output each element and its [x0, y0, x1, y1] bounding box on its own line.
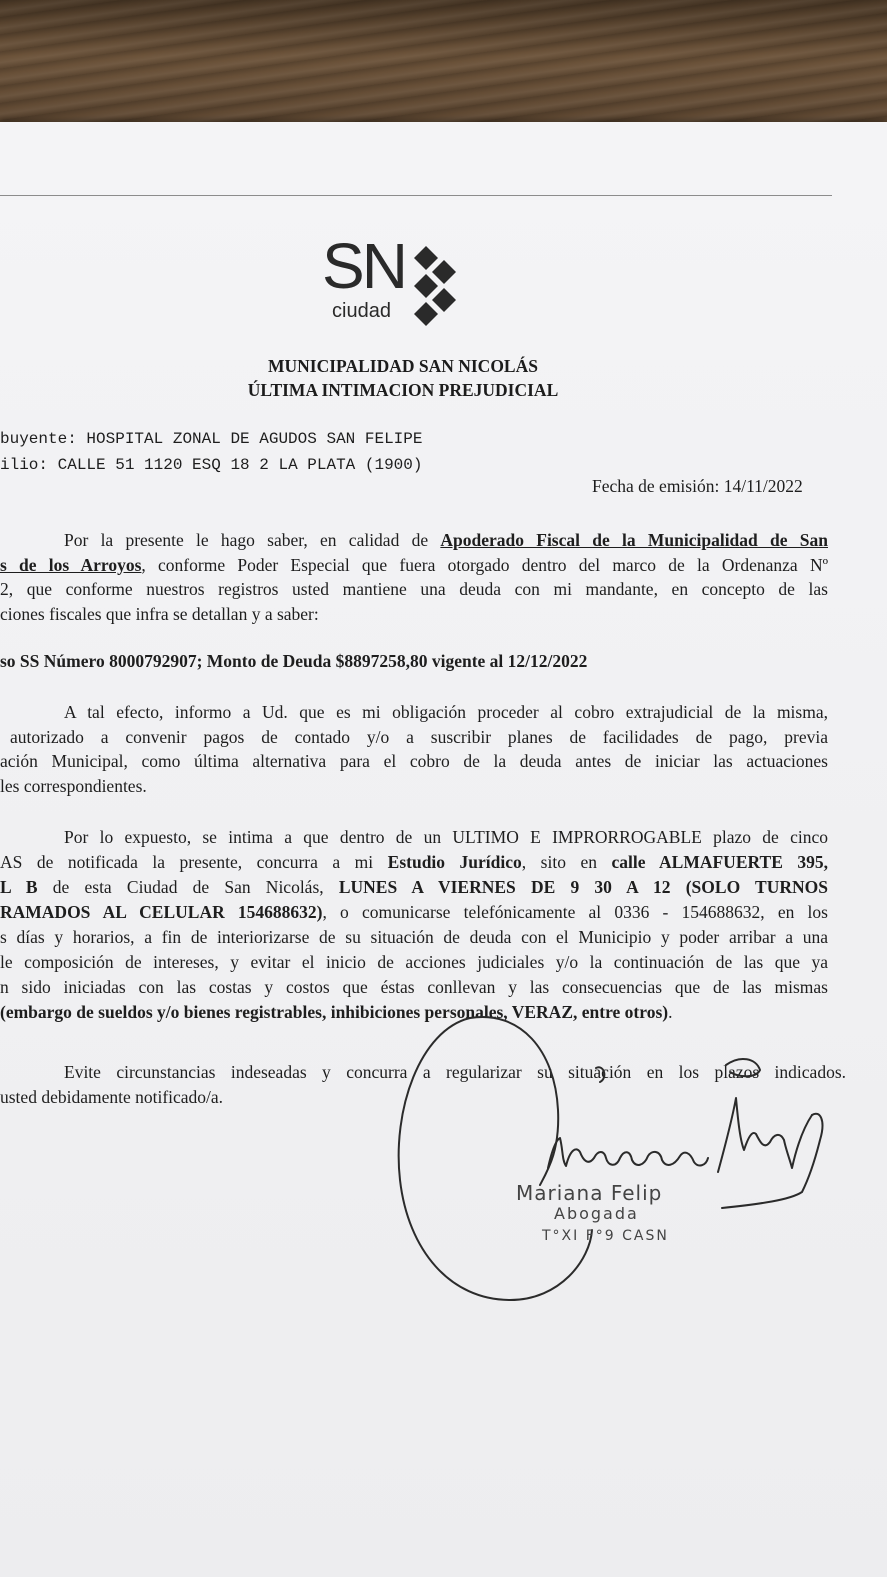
logo-sub-text: ciudad	[332, 300, 391, 322]
p3-line-1: Por lo expuesto, se intima a que dentro de un ULTIMO E IMPRORROGABLE plazo de cinco	[64, 827, 828, 847]
p3-line-8: (embargo de sueldos y/o bienes registrables, inhibiciones personales, VERAZ, entre otros).	[0, 1002, 673, 1022]
logo-main-text: SN	[322, 230, 405, 302]
stamp-registry: T°XI F°9 CASN	[542, 1228, 669, 1244]
p3-line-7: n sido iniciadas con las costas y costos que éstas conllevan y las consecuencias que de las mismas	[0, 977, 828, 997]
page-subtitle: ÚLTIMA INTIMACION PREJUDICIAL	[247, 380, 559, 400]
address-label: ilio:	[0, 456, 49, 474]
contributor-value: HOSPITAL ZONAL DE AGUDOS SAN FELIPE	[86, 430, 423, 448]
p3-line-5: s días y horarios, a fin de interiorizarse de su situación de deuda con el Municipio y poder arribar a una	[0, 927, 828, 947]
p1-line-2: s de los Arroyos, conforme Poder Especial que fuera otorgado dentro del marco de la Ordenanza Nº	[0, 555, 828, 575]
p1-line-4: ciones fiscales que infra se detallan y a saber:	[0, 604, 319, 624]
p3-line-3: L B de esta Ciudad de San Nicolás, LUNES A VIERNES DE 9 30 A 12 (SOLO TURNOS	[0, 877, 828, 897]
p2-line-2: autorizado a convenir pagos de contado y/o a suscribir planes de facilidades de pago, previa	[10, 727, 828, 747]
p1-line-1: Por la presente le hago saber, en calidad de Apoderado Fiscal de la Municipalidad de San	[64, 530, 828, 550]
p3-line-2: AS de notificada la presente, concurra a mi Estudio Jurídico, sito en calle ALMAFUERTE 395,	[0, 852, 828, 872]
stamp-name: Mariana Felip	[516, 1181, 663, 1205]
p1-line-3: 2, que conforme nuestros registros usted mantiene una deuda con mi mandante, en concepto de las	[0, 579, 828, 599]
stamp-role: Abogada	[554, 1204, 639, 1223]
p3-line-4: RAMADOS AL CELULAR 154688632), o comunicarse telefónicamente al 0336 - 154688632, en los	[0, 902, 828, 922]
p2-line-3: ación Municipal, como última alternativa para el cobro de la deuda antes de iniciar las actuaciones	[0, 751, 828, 771]
contributor-label: buyente:	[0, 430, 77, 448]
address-value: CALLE 51 1120 ESQ 18 2 LA PLATA (1900)	[57, 456, 423, 474]
p4-line-2: usted debidamente notificado/a.	[0, 1087, 224, 1107]
p3-line-6: le composición de intereses, y evitar el inicio de acciones judiciales y/o la continuación de las que ya	[0, 952, 828, 972]
page-title: MUNICIPALIDAD SAN NICOLÁS	[268, 356, 538, 376]
issue-date: Fecha de emisión: 14/11/2022	[592, 476, 803, 496]
p4-line-1: Evite circunstancias indeseadas y concurra a regularizar su situación en los plazos indicados.	[64, 1062, 846, 1082]
p2-line-1: A tal efecto, informo a Ud. que es mi obligación proceder al cobro extrajudicial de la misma,	[64, 702, 828, 722]
debt-line: so SS Número 8000792907; Monto de Deuda $8897258,80 vigente al 12/12/2022	[0, 651, 588, 671]
p2-line-4: les correspondientes.	[0, 776, 147, 796]
